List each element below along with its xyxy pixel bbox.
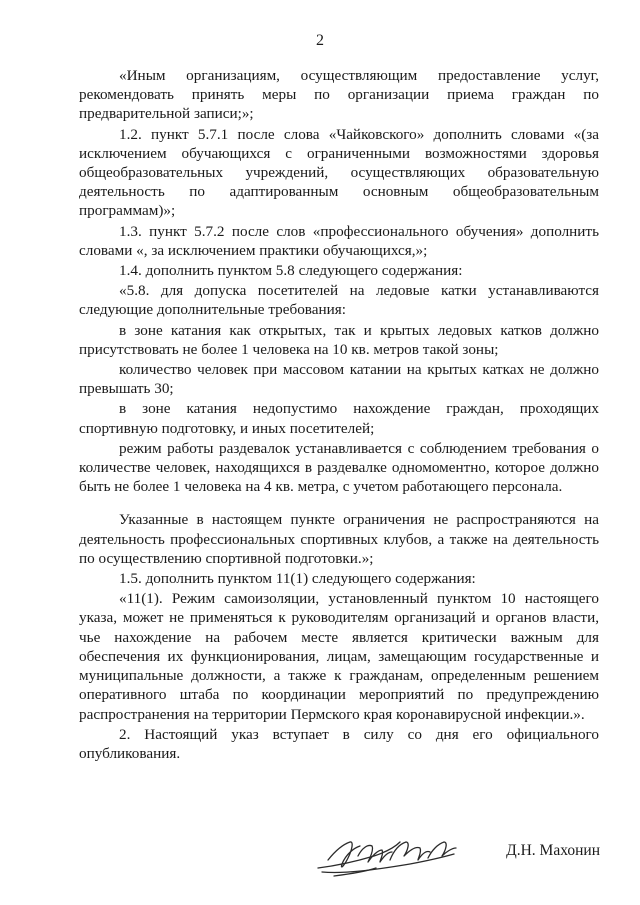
paragraph: 1.3. пункт 5.7.2 после слов «профессионального обучения» дополнить словами «, за исключением практики обучающихся,»; (79, 222, 599, 259)
paragraph: Указанные в настоящем пункте ограничения не распространяются на деятельность профессиональных спортивных клубов, а также на деятельность по осуществлению спортивной подготовки.»; (79, 511, 599, 567)
page-number: 2 (316, 32, 324, 49)
paragraph: 1.5. дополнить пунктом 11(1) следующего содержания: (119, 570, 476, 588)
paragraph: «Иным организациям, осуществляющим предоставление услуг, рекомендовать принять меры по организации приема граждан по предварительной записи;»; (79, 67, 599, 123)
paragraph: количество человек при массовом катании на крытых катках не должно превышать 30; (79, 361, 599, 398)
paragraph: 1.2. пункт 5.7.1 после слова «Чайковского» дополнить словами «(за исключением обучающихся с ограниченными возможностями здоровья общеобразовательных учреждений, осуществляющих образовательную деятельность по адаптированным основным общеобразовательным программам)»; (79, 125, 599, 220)
paragraph: «5.8. для допуска посетителей на ледовые катки устанавливаются следующие дополнительные требования: (79, 282, 599, 319)
paragraph: 2. Настоящий указ вступает в силу со дня его официального опубликования. (79, 725, 599, 762)
document-body (79, 66, 599, 764)
paragraph: 1.4. дополнить пунктом 5.8 следующего содержания: (119, 262, 463, 280)
paragraph: «11(1). Режим самоизоляции, установленный пунктом 10 настоящего указа, может не применяться к руководителям организаций и органов власти, чье нахождение на рабочем месте является критически важным для обеспечения их функционирования, лицам, замещающим государственные и муниципальные должности, а также к гражданам, определенным решением оперативного штаба по координации мероприятий по предупреждению распространения на территории Пермского края коронавирусной инфекции.». (79, 590, 599, 723)
signer-name: Д.Н. Махонин (506, 842, 600, 859)
paragraph: режим работы раздевалок устанавливается с соблюдением требования о количестве человек, находящихся в раздевалке одномоментно, которое должно быть не более 1 человека на 4 кв. метра, с учетом работающего персонала. (79, 439, 599, 496)
handwritten-signature-icon (314, 830, 464, 878)
paragraph: в зоне катания как открытых, так и крытых ледовых катков должно присутствовать не более 1 человека на 10 кв. метров такой зоны; (79, 321, 599, 358)
paragraph: в зоне катания недопустимо нахождение граждан, проходящих спортивную подготовку, и иных посетителей; (79, 400, 599, 437)
